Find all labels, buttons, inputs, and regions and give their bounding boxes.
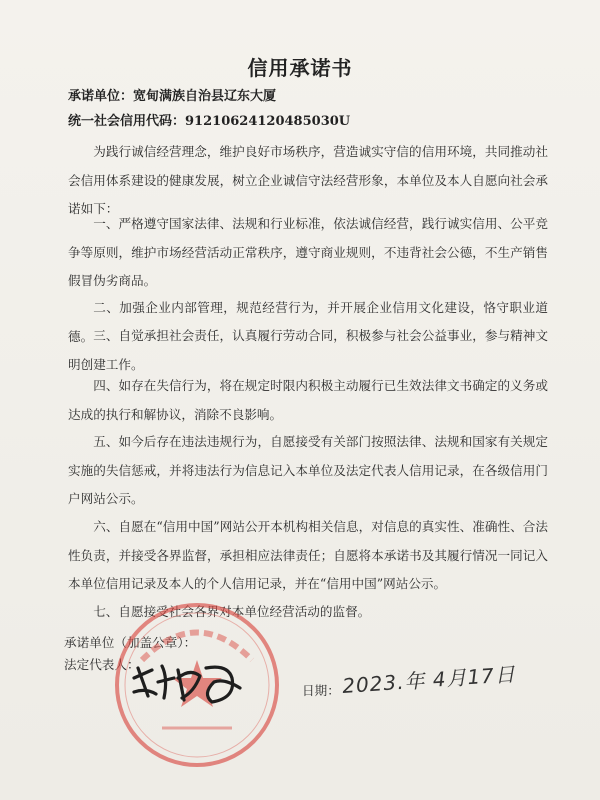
commitment-6: 六、自愿在“信用中国”网站公开本机构相关信息，对信息的真实性、准确性、合法性负责，并接受各界监督，承担相应法律责任；自愿将本承诺书及其履行情况一同记入本单位信用记录及本人的个人信用记录，并在“信用中国”网站公示。 [68,519,548,591]
promisor-name: 宽甸满族自治县辽东大厦 [133,89,277,104]
commitment-2: 二、加强企业内部管理，规范经营行为，并开展企业信用文化建设，恪守职业道德。 [68,300,548,344]
credit-code-line [68,110,350,129]
promisor-line [68,85,276,104]
commitment-1: 一、严格遵守国家法律、法规和行业标准，依法诚信经营，践行诚实信用、公平竞争等原则，维护市场经营活动正常秩序，遵守商业规则，不违背社会公德，不生产销售假冒伪劣商品。 [68,216,548,288]
handwritten-signature [128,648,248,718]
promisor-label: 承诺单位： [68,89,134,104]
commitment-5: 五、如今后存在违法违规行为，自愿接受有关部门按照法律、法规和国家有关规定实施的失信惩戒，并将违法行为信息记入本单位及法定代表人信用记录，在各级信用门户网站公示。 [68,434,548,506]
credit-code-value: 91210624120485030U [185,114,351,129]
sign-unit-label: 承诺单位（加盖公章）： [64,635,197,650]
commitment-7: 七、自愿接受社会各界对本单位经营活动的监督。 [93,604,371,619]
commitment-3: 三、自觉承担社会责任，认真履行劳动合同，积极参与社会公益事业，参与精神文明创建工作。 [68,328,548,372]
date-label: 日期： [302,683,340,698]
credit-code-label: 统一社会信用代码： [68,114,186,129]
handwritten-date: 2023.年 4月17日 [341,661,517,699]
intro-paragraph: 为践行诚信经营理念，维护良好市场秩序，营造诚实守信的信用环境，共同推动社会信用体系建设的健康发展，树立企业诚信守法经营形象，本单位及本人自愿向社会承诺如下： [68,144,548,216]
commitment-4: 四、如存在失信行为，将在规定时限内积极主动履行已生效法律文书确定的义务或达成的执行和解协议，消除不良影响。 [68,378,548,422]
legal-rep-label: 法定代表人： [64,657,140,672]
document-title: 信用承诺书 [247,56,353,80]
